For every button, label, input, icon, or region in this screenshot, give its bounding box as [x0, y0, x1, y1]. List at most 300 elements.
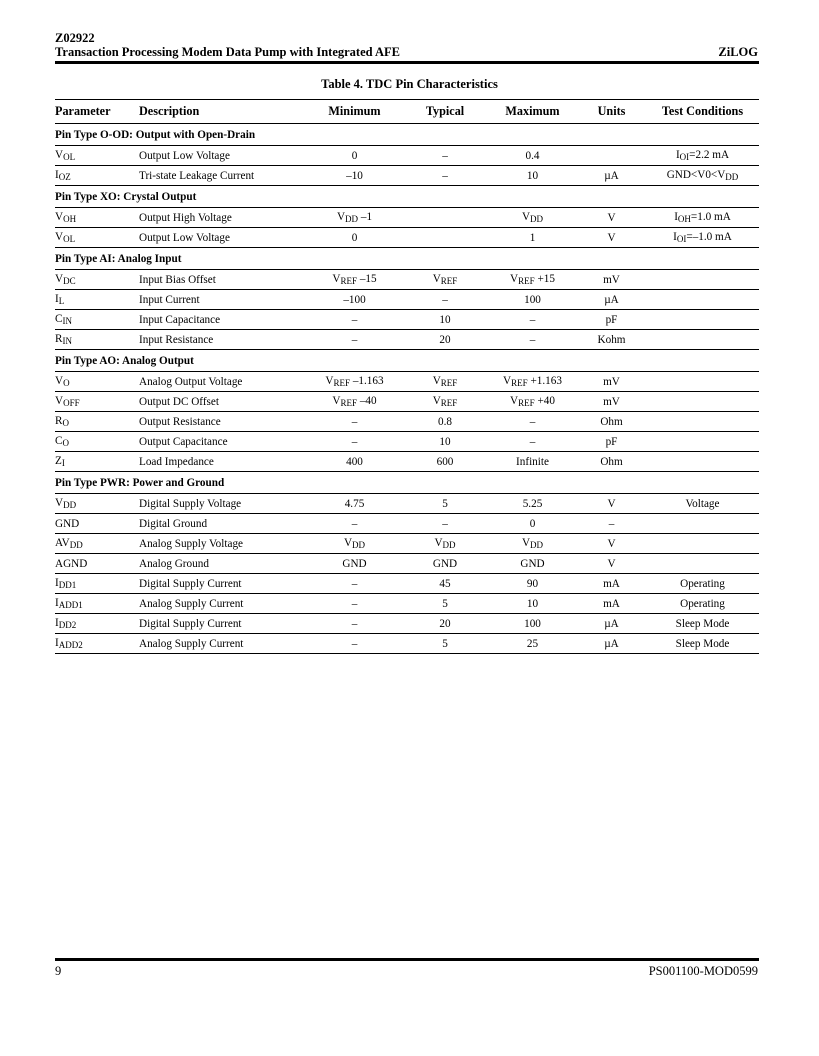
subscript: REF — [440, 398, 458, 408]
subscript: L — [58, 296, 65, 306]
param-cell — [55, 614, 139, 634]
minimum-cell — [307, 166, 402, 186]
minimum-cell — [307, 412, 402, 432]
minimum-cell — [307, 432, 402, 452]
param-cell — [55, 574, 139, 594]
units-cell: V — [577, 208, 646, 228]
typical-cell — [402, 146, 488, 166]
typical-cell — [402, 554, 488, 574]
subscript: O — [62, 438, 69, 448]
cell-text: 600 — [436, 455, 454, 468]
param-cell — [55, 310, 139, 330]
cell-text: – — [529, 435, 536, 448]
minimum-cell — [307, 290, 402, 310]
cell-text: 10 — [526, 597, 539, 610]
units-cell: V — [577, 534, 646, 554]
cell-text: I — [55, 597, 59, 609]
cell-text: Z — [55, 455, 62, 467]
description-cell: Output Low Voltage — [139, 228, 307, 248]
table-row — [55, 330, 759, 350]
typical-cell — [402, 372, 488, 392]
param-cell — [55, 432, 139, 452]
typical-cell — [402, 432, 488, 452]
pin-type-group-row — [55, 472, 759, 494]
subscript: OL — [63, 234, 76, 244]
maximum-cell — [488, 372, 577, 392]
cell-text: V — [336, 211, 346, 223]
subscript: DD2 — [58, 620, 77, 630]
cell-text: V — [510, 273, 519, 285]
minimum-cell — [307, 392, 402, 412]
minimum-cell — [307, 228, 402, 248]
typical-cell — [402, 594, 488, 614]
subscript: REF — [340, 276, 358, 286]
description-cell: Input Bias Offset — [139, 270, 307, 290]
maximum-cell — [488, 594, 577, 614]
test-conditions-cell — [646, 432, 759, 452]
cell-text: V — [55, 395, 64, 407]
cell-text: =–1.0 mA — [686, 231, 732, 243]
subscript: IN — [62, 336, 72, 346]
cell-text: V — [55, 375, 64, 387]
maximum-cell — [488, 310, 577, 330]
subscript: DD — [63, 500, 77, 510]
units-cell: Kohm — [577, 330, 646, 350]
subscript: DD — [352, 540, 366, 550]
cell-text: – — [529, 333, 536, 346]
cell-text: Operating — [680, 597, 725, 610]
cell-text: – — [351, 435, 358, 448]
cell-text: I — [674, 211, 678, 223]
subscript: IN — [62, 316, 72, 326]
typical-cell — [402, 290, 488, 310]
description-cell: Analog Output Voltage — [139, 372, 307, 392]
subscript: O — [63, 378, 70, 388]
typical-cell — [402, 228, 488, 248]
maximum-cell — [488, 290, 577, 310]
cell-text: Infinite — [516, 455, 549, 468]
table-row — [55, 290, 759, 310]
table-row — [55, 494, 759, 514]
param-cell — [55, 372, 139, 392]
subscript: DD — [725, 172, 739, 182]
table-body — [55, 124, 759, 654]
param-cell — [55, 146, 139, 166]
cell-text: V — [55, 497, 64, 509]
maximum-cell — [488, 494, 577, 514]
param-cell — [55, 290, 139, 310]
minimum-cell — [307, 330, 402, 350]
description-cell: Output DC Offset — [139, 392, 307, 412]
maximum-cell — [488, 614, 577, 634]
minimum-cell — [307, 494, 402, 514]
test-conditions-cell — [646, 554, 759, 574]
minimum-cell — [307, 594, 402, 614]
maximum-cell — [488, 166, 577, 186]
description-cell: Digital Supply Current — [139, 614, 307, 634]
minimum-cell — [307, 208, 402, 228]
typical-cell — [402, 166, 488, 186]
cell-text: 10 — [439, 435, 451, 448]
units-cell: pF — [577, 310, 646, 330]
units-cell: µA — [577, 166, 646, 186]
test-conditions-cell — [646, 574, 759, 594]
subscript: DD1 — [58, 580, 77, 590]
cell-text: V — [432, 395, 441, 407]
typical-cell — [402, 634, 488, 654]
typical-cell — [402, 392, 488, 412]
minimum-cell — [307, 574, 402, 594]
cell-text: 25 — [526, 637, 539, 650]
cell-text: 0 — [351, 231, 358, 244]
cell-text: 90 — [526, 577, 539, 590]
cell-text: AGND — [55, 557, 88, 570]
units-cell: µA — [577, 614, 646, 634]
typical-cell — [402, 208, 488, 228]
cell-text: 10 — [439, 313, 451, 326]
table-row — [55, 270, 759, 290]
table-caption: Table 4. TDC Pin Characteristics — [321, 77, 498, 91]
description-cell: Analog Supply Voltage — [139, 534, 307, 554]
cell-text: V — [432, 273, 441, 285]
cell-text: +15 — [534, 273, 555, 285]
subscript: DD — [69, 540, 83, 550]
table-header-row — [55, 100, 759, 124]
subscript: REF — [518, 398, 535, 408]
test-conditions-cell — [646, 452, 759, 472]
cell-text: 5 — [442, 497, 448, 510]
test-conditions-cell — [646, 412, 759, 432]
maximum-cell — [488, 554, 577, 574]
table-row — [55, 574, 759, 594]
maximum-cell — [488, 270, 577, 290]
cell-text: 20 — [439, 333, 451, 346]
subscript: OFF — [63, 398, 80, 408]
description-cell: Input Current — [139, 290, 307, 310]
maximum-cell — [488, 634, 577, 654]
test-conditions-cell — [646, 372, 759, 392]
typical-cell — [402, 534, 488, 554]
cell-text: – — [442, 149, 448, 162]
subscript: DC — [63, 276, 76, 286]
units-cell: µA — [577, 290, 646, 310]
param-cell — [55, 534, 139, 554]
cell-text: – — [442, 169, 448, 182]
group-title: Pin Type AO: Analog Output — [55, 350, 759, 372]
cell-text: – — [351, 577, 358, 590]
units-cell: Ohm — [577, 452, 646, 472]
cell-text: GND<V0<V — [666, 169, 726, 181]
table-row — [55, 614, 759, 634]
cell-text: I — [55, 577, 59, 589]
brand-name: ZiLOG — [718, 45, 758, 59]
column-header: Test Conditions — [646, 100, 759, 124]
typical-cell — [402, 494, 488, 514]
test-conditions-cell — [646, 310, 759, 330]
cell-text: 0.4 — [525, 149, 540, 162]
subscript: REF — [511, 378, 528, 388]
param-cell — [55, 594, 139, 614]
param-cell — [55, 554, 139, 574]
subscript: ADD2 — [58, 640, 83, 650]
table-row — [55, 208, 759, 228]
group-title: Pin Type PWR: Power and Ground — [55, 472, 759, 494]
param-cell — [55, 392, 139, 412]
column-header: Description — [139, 100, 307, 124]
pin-type-group-row — [55, 186, 759, 208]
cell-text: 0 — [351, 149, 358, 162]
cell-text: V — [510, 395, 519, 407]
cell-text: V — [432, 375, 441, 387]
test-conditions-cell — [646, 208, 759, 228]
table-row — [55, 392, 759, 412]
cell-text: I — [673, 231, 677, 243]
cell-text: =2.2 mA — [689, 149, 730, 161]
minimum-cell — [307, 634, 402, 654]
cell-text: 100 — [524, 617, 541, 630]
units-cell: mV — [577, 392, 646, 412]
table-row — [55, 228, 759, 248]
cell-text: I — [55, 617, 59, 629]
units-cell: mV — [577, 270, 646, 290]
description-cell: Input Capacitance — [139, 310, 307, 330]
maximum-cell — [488, 330, 577, 350]
table-row — [55, 634, 759, 654]
cell-text: – — [351, 313, 358, 326]
param-cell — [55, 514, 139, 534]
minimum-cell — [307, 614, 402, 634]
group-title: Pin Type O-OD: Output with Open-Drain — [55, 124, 759, 146]
maximum-cell — [488, 452, 577, 472]
units-cell: Ohm — [577, 412, 646, 432]
cell-text: V — [521, 211, 531, 223]
cell-text: 45 — [439, 577, 451, 590]
cell-text: – — [351, 597, 358, 610]
minimum-cell — [307, 146, 402, 166]
cell-text: I — [675, 149, 680, 161]
cell-text: –15 — [357, 273, 377, 285]
table-row — [55, 310, 759, 330]
minimum-cell — [307, 452, 402, 472]
cell-text: – — [442, 517, 448, 530]
cell-text: 400 — [346, 455, 363, 468]
cell-text: 1 — [529, 231, 536, 244]
description-cell: Digital Ground — [139, 514, 307, 534]
cell-text: –100 — [343, 293, 366, 306]
subscript: DD — [442, 540, 456, 550]
description-cell: Digital Supply Current — [139, 574, 307, 594]
cell-text: – — [351, 415, 358, 428]
maximum-cell — [488, 514, 577, 534]
cell-text: I — [55, 293, 59, 305]
cell-text: – — [351, 617, 358, 630]
units-cell: V — [577, 494, 646, 514]
typical-cell — [402, 330, 488, 350]
page-number: 9 — [55, 964, 62, 978]
cell-text: V — [55, 211, 64, 223]
cell-text: C — [55, 313, 63, 325]
test-conditions-cell — [646, 534, 759, 554]
cell-text: V — [343, 537, 353, 549]
typical-cell — [402, 614, 488, 634]
cell-text: C — [55, 435, 63, 447]
subscript: OH — [63, 214, 77, 224]
cell-text: V — [332, 273, 341, 285]
typical-cell — [402, 514, 488, 534]
table-row — [55, 372, 759, 392]
subscript: DD — [530, 214, 544, 224]
test-conditions-cell — [646, 494, 759, 514]
cell-text: – — [529, 313, 536, 326]
description-cell: Output High Voltage — [139, 208, 307, 228]
cell-text: V — [55, 149, 64, 161]
subscript: OZ — [58, 172, 71, 182]
subscript: O — [62, 418, 69, 428]
document-title: Transaction Processing Modem Data Pump with Integrated AFE — [55, 45, 401, 59]
units-cell: pF — [577, 432, 646, 452]
description-cell: Input Resistance — [139, 330, 307, 350]
subscript: ADD1 — [58, 600, 83, 610]
param-cell — [55, 208, 139, 228]
cell-text: –1 — [358, 211, 373, 223]
table-row — [55, 432, 759, 452]
cell-text: R — [55, 333, 63, 345]
test-conditions-cell — [646, 330, 759, 350]
cell-text: I — [55, 637, 59, 649]
units-cell: mV — [577, 372, 646, 392]
cell-text: V — [434, 537, 443, 549]
test-conditions-cell — [646, 270, 759, 290]
table-row — [55, 166, 759, 186]
test-conditions-cell — [646, 634, 759, 654]
test-conditions-cell — [646, 228, 759, 248]
cell-text: – — [351, 333, 358, 346]
subscript: OI — [679, 152, 690, 162]
cell-text: GND — [55, 517, 80, 530]
cell-text: 0 — [529, 517, 536, 530]
param-cell — [55, 452, 139, 472]
cell-text: Voltage — [685, 497, 720, 510]
minimum-cell — [307, 310, 402, 330]
test-conditions-cell — [646, 392, 759, 412]
maximum-cell — [488, 208, 577, 228]
typical-cell — [402, 452, 488, 472]
pin-type-group-row — [55, 248, 759, 270]
cell-text: V — [332, 395, 341, 407]
test-conditions-cell — [646, 146, 759, 166]
table-row — [55, 534, 759, 554]
table-row — [55, 554, 759, 574]
test-conditions-cell — [646, 614, 759, 634]
maximum-cell — [488, 146, 577, 166]
cell-text: – — [351, 637, 358, 650]
column-header: Minimum — [307, 100, 402, 124]
cell-text: 5.25 — [522, 497, 543, 510]
cell-text: I — [55, 169, 59, 181]
param-cell — [55, 228, 139, 248]
maximum-cell — [488, 392, 577, 412]
cell-text: Sleep Mode — [675, 617, 730, 630]
maximum-cell — [488, 432, 577, 452]
param-cell — [55, 634, 139, 654]
cell-text: 4.75 — [344, 497, 365, 510]
cell-text: 20 — [439, 617, 451, 630]
subscript: REF — [440, 276, 458, 286]
description-cell: Digital Supply Voltage — [139, 494, 307, 514]
cell-text: V — [55, 231, 64, 243]
cell-text: – — [529, 415, 536, 428]
cell-text: Sleep Mode — [675, 637, 730, 650]
param-cell — [55, 270, 139, 290]
cell-text: =1.0 mA — [690, 211, 731, 223]
cell-text: GND — [342, 557, 367, 570]
test-conditions-cell — [646, 594, 759, 614]
header-rule — [55, 61, 759, 64]
pin-characteristics-table — [55, 99, 759, 654]
subscript: DD — [345, 214, 359, 224]
subscript: DD — [530, 540, 544, 550]
part-number: Z02922 — [55, 31, 95, 45]
subscript: REF — [340, 398, 358, 408]
minimum-cell — [307, 554, 402, 574]
description-cell: Tri-state Leakage Current — [139, 166, 307, 186]
cell-text: V — [521, 537, 531, 549]
cell-text: 100 — [524, 293, 541, 306]
typical-cell — [402, 412, 488, 432]
table-row — [55, 146, 759, 166]
maximum-cell — [488, 574, 577, 594]
table-row — [55, 514, 759, 534]
minimum-cell — [307, 270, 402, 290]
cell-text: GND — [520, 557, 545, 570]
column-header: Maximum — [488, 100, 577, 124]
description-cell: Load Impedance — [139, 452, 307, 472]
subscript: OL — [63, 152, 76, 162]
table-row — [55, 452, 759, 472]
pin-type-group-row — [55, 124, 759, 146]
param-cell — [55, 412, 139, 432]
cell-text: V — [503, 375, 512, 387]
cell-text: – — [351, 517, 358, 530]
test-conditions-cell — [646, 290, 759, 310]
cell-text: V — [325, 375, 334, 387]
minimum-cell — [307, 372, 402, 392]
group-title: Pin Type XO: Crystal Output — [55, 186, 759, 208]
units-cell: V — [577, 554, 646, 574]
description-cell: Output Resistance — [139, 412, 307, 432]
maximum-cell — [488, 412, 577, 432]
cell-text: –40 — [357, 395, 377, 407]
units-cell: mA — [577, 574, 646, 594]
description-cell: Output Low Voltage — [139, 146, 307, 166]
cell-text: – — [442, 293, 448, 306]
subscript: OI — [676, 234, 687, 244]
table-row — [55, 594, 759, 614]
minimum-cell — [307, 514, 402, 534]
description-cell: Analog Ground — [139, 554, 307, 574]
cell-text: 5 — [442, 597, 448, 610]
cell-text: –1.163 — [350, 375, 384, 387]
cell-text: +1.163 — [527, 375, 562, 387]
param-cell — [55, 330, 139, 350]
cell-text: GND — [432, 557, 458, 570]
test-conditions-cell — [646, 514, 759, 534]
cell-text: 10 — [526, 169, 539, 182]
cell-text: V — [55, 273, 64, 285]
subscript: I — [61, 458, 65, 468]
subscript: REF — [518, 276, 535, 286]
typical-cell — [402, 270, 488, 290]
